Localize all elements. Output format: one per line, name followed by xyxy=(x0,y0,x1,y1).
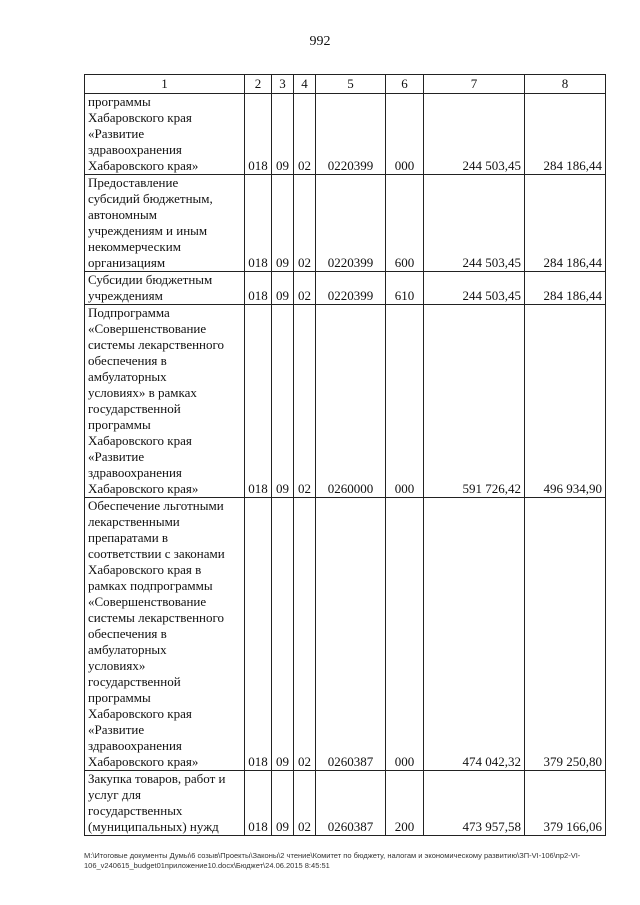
expense-type-code: 600 xyxy=(386,175,424,272)
subsection-code: 02 xyxy=(294,175,316,272)
item-name: Закупка товаров, работ и услуг для государственных (муниципальных) нужд xyxy=(85,771,245,836)
amount-col-7: 474 042,32 xyxy=(424,498,525,771)
item-name: программы Хабаровского края «Развитие здравоохранения Хабаровского края» xyxy=(85,94,245,175)
target-article-code: 0220399 xyxy=(316,94,386,175)
ministry-code: 018 xyxy=(245,305,272,498)
column-header: 2 xyxy=(245,75,272,94)
section-code: 09 xyxy=(272,94,294,175)
column-header: 4 xyxy=(294,75,316,94)
expense-type-code: 000 xyxy=(386,498,424,771)
target-article-code: 0260387 xyxy=(316,498,386,771)
subsection-code: 02 xyxy=(294,771,316,836)
subsection-code: 02 xyxy=(294,272,316,305)
amount-col-8: 379 250,80 xyxy=(525,498,606,771)
table-row xyxy=(85,771,606,836)
column-header: 1 xyxy=(85,75,245,94)
section-code: 09 xyxy=(272,175,294,272)
target-article-code: 0220399 xyxy=(316,272,386,305)
section-code: 09 xyxy=(272,771,294,836)
column-header: 7 xyxy=(424,75,525,94)
expense-type-code: 000 xyxy=(386,305,424,498)
amount-col-8: 284 186,44 xyxy=(525,175,606,272)
column-header: 3 xyxy=(272,75,294,94)
expense-type-code: 200 xyxy=(386,771,424,836)
table-row xyxy=(85,94,606,175)
page-number: 992 xyxy=(309,34,331,49)
ministry-code: 018 xyxy=(245,94,272,175)
amount-col-7: 473 957,58 xyxy=(424,771,525,836)
amount-col-8: 496 934,90 xyxy=(525,305,606,498)
amount-col-7: 244 503,45 xyxy=(424,94,525,175)
section-code: 09 xyxy=(272,498,294,771)
table-header-row xyxy=(85,75,606,94)
column-header: 6 xyxy=(386,75,424,94)
amount-col-8: 284 186,44 xyxy=(525,272,606,305)
target-article-code: 0220399 xyxy=(316,175,386,272)
item-name: Субсидии бюджетным учреждениям xyxy=(85,272,245,305)
section-code: 09 xyxy=(272,272,294,305)
table-row xyxy=(85,175,606,272)
expense-type-code: 610 xyxy=(386,272,424,305)
ministry-code: 018 xyxy=(245,272,272,305)
subsection-code: 02 xyxy=(294,305,316,498)
amount-col-7: 244 503,45 xyxy=(424,272,525,305)
file-path-footer: M:\Итоговые документы Думы\6 созыв\Проекты\Законы\2 чтение\Комитет по бюджету, налогам и экономическому развитию\ЗП-VI-106\пр2-VI-106_v240615_budget01приложение10.docx\Бюджет\24.06.2015 8:45:51 xyxy=(84,851,581,870)
subsection-code: 02 xyxy=(294,498,316,771)
amount-col-8: 379 166,06 xyxy=(525,771,606,836)
table-row xyxy=(85,272,606,305)
table-row xyxy=(85,305,606,498)
expense-type-code: 000 xyxy=(386,94,424,175)
table-row xyxy=(85,498,606,771)
item-name: Обеспечение льготными лекарственными препаратами в соответствии с законами Хабаровского края в рамках подпрограммы «Совершенствование системы лекарственного обеспечения в амбулаторных условиях» государственной программы Хабаровского края «Развитие здравоохранения Хабаровского края» xyxy=(85,498,245,771)
amount-col-7: 244 503,45 xyxy=(424,175,525,272)
ministry-code: 018 xyxy=(245,498,272,771)
budget-table xyxy=(84,74,606,836)
column-header: 5 xyxy=(316,75,386,94)
item-name: Подпрограмма «Совершенствование системы лекарственного обеспечения в амбулаторных условиях» в рамках государственной программы Хабаровского края «Развитие здравоохранения Хабаровского края» xyxy=(85,305,245,498)
amount-col-8: 284 186,44 xyxy=(525,94,606,175)
amount-col-7: 591 726,42 xyxy=(424,305,525,498)
ministry-code: 018 xyxy=(245,771,272,836)
ministry-code: 018 xyxy=(245,175,272,272)
column-header: 8 xyxy=(525,75,606,94)
section-code: 09 xyxy=(272,305,294,498)
target-article-code: 0260000 xyxy=(316,305,386,498)
subsection-code: 02 xyxy=(294,94,316,175)
target-article-code: 0260387 xyxy=(316,771,386,836)
item-name: Предоставление субсидий бюджетным, автономным учреждениям и иным некоммерческим организациям xyxy=(85,175,245,272)
